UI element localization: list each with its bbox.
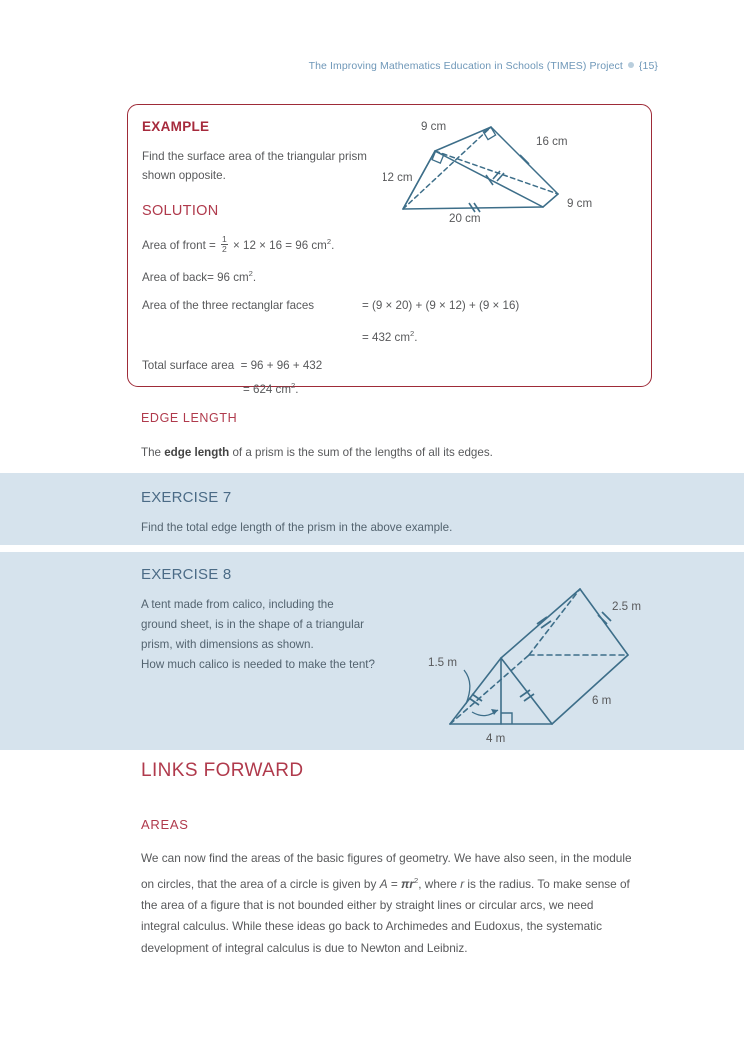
- exercise-8-line-1: A tent made from calico, including the: [141, 598, 334, 611]
- rect-faces-result: = 432 cm: [362, 330, 411, 344]
- running-header: [0, 60, 744, 72]
- areas-text-part-2: , where: [418, 876, 461, 891]
- tent-label-4m: 4 m: [486, 732, 506, 745]
- solution-line-total-result: [243, 381, 298, 396]
- triangular-prism-diagram: [383, 109, 648, 229]
- dot-separator-icon: [628, 62, 634, 68]
- total-surface-period: .: [295, 382, 299, 396]
- rect-faces-exponent: 2: [410, 329, 415, 338]
- exercise-8-title: EXERCISE 8: [141, 566, 232, 583]
- prism-label-20cm: 20 cm: [449, 212, 481, 224]
- exercise-8-line-3: prism, with dimensions as shown.: [141, 638, 314, 651]
- area-back-period: .: [252, 270, 257, 284]
- formula-pi-r: πr: [401, 876, 415, 891]
- area-front-expression: × 12 × 16 = 96 cm: [233, 239, 327, 252]
- rect-faces-period: .: [414, 330, 418, 344]
- fraction-denominator: 2: [222, 244, 227, 254]
- links-forward-heading: LINKS FORWARD: [141, 760, 304, 781]
- area-front-label: Area of front =: [142, 239, 216, 252]
- edge-length-heading: EDGE LENGTH: [141, 411, 238, 425]
- exercise-7-title: EXERCISE 7: [141, 489, 232, 506]
- formula-variable-r: r: [460, 876, 465, 891]
- areas-paragraph: [141, 848, 633, 959]
- exercise-8-body: [141, 595, 401, 675]
- tent-prism-diagram: [424, 576, 649, 753]
- solution-line-area-front: [142, 235, 334, 254]
- fraction-numerator: 1: [222, 234, 227, 244]
- areas-subheading: AREAS: [141, 817, 189, 832]
- total-surface-result: = 624 cm: [243, 382, 292, 396]
- example-box: [127, 104, 652, 396]
- running-header-title: The Improving Mathematics Education in Schools (TIMES) Project: [308, 60, 623, 72]
- one-half-fraction: [221, 235, 228, 254]
- total-surface-label: Total surface area: [142, 359, 235, 372]
- exercise-8-line-4: How much calico is needed to make the tent?: [141, 658, 375, 671]
- prism-label-12cm: 12 cm: [383, 171, 413, 184]
- prism-label-9cm-right: 9 cm: [567, 197, 593, 210]
- solution-line-rect-faces-label: [142, 299, 314, 312]
- rect-faces-expression: = (9 × 20) + (9 × 12) + (9 × 16): [362, 299, 520, 312]
- edge-length-term: edge length: [164, 446, 230, 459]
- areas-text-part-1: We can now find the areas of the basic figures of geometry. We have also seen, in the module on circles, that the area of a circle is given by: [141, 851, 632, 891]
- tent-label-1point5m: 1.5 m: [428, 656, 457, 669]
- formula-equals: =: [387, 876, 402, 891]
- solution-line-rect-faces-value: [362, 299, 519, 312]
- area-back-text: Area of back= 96 cm: [142, 270, 249, 284]
- prism-label-16cm: 16 cm: [536, 135, 568, 148]
- tent-label-2point5m: 2.5 m: [612, 600, 641, 613]
- exercise-7-body: Find the total edge length of the prism in the above example.: [141, 521, 453, 534]
- solution-line-rect-faces-result: [362, 329, 417, 344]
- area-front-period: .: [331, 239, 335, 252]
- solution-line-area-back: [142, 269, 256, 284]
- formula-exponent: 2: [414, 875, 419, 885]
- page-number: {15}: [638, 60, 658, 72]
- example-heading: EXAMPLE: [142, 119, 210, 134]
- area-front-exponent: 2: [326, 237, 332, 247]
- prism-label-9cm-top: 9 cm: [421, 120, 447, 133]
- tent-label-6m: 6 m: [592, 694, 612, 707]
- rect-faces-label: Area of the three rectanglar faces: [142, 299, 315, 312]
- solution-heading: SOLUTION: [142, 203, 219, 219]
- edge-length-text-1: The: [141, 446, 165, 459]
- area-back-exponent: 2: [248, 269, 253, 278]
- example-question: Find the surface area of the triangular prism shown opposite.: [142, 150, 367, 182]
- areas-text-part-3: is the radius. To make sense of the area of a figure that is not bounded either by straight lines or circular arcs, we need integral calculus. While these ideas go back to Archimedes and Eudoxus, the systematic development of integral calculus is due to Newton and Leibniz.: [141, 876, 630, 955]
- edge-length-paragraph: [141, 443, 611, 463]
- exercise-8-line-2: ground sheet, is in the shape of a triangular: [141, 618, 365, 631]
- total-surface-exponent: 2: [291, 381, 296, 390]
- formula-variable-A: A: [379, 876, 388, 891]
- total-surface-expression: = 96 + 96 + 432: [240, 359, 323, 372]
- solution-line-total-label: [142, 359, 322, 372]
- edge-length-text-2: of a prism is the sum of the lengths of all its edges.: [229, 446, 493, 459]
